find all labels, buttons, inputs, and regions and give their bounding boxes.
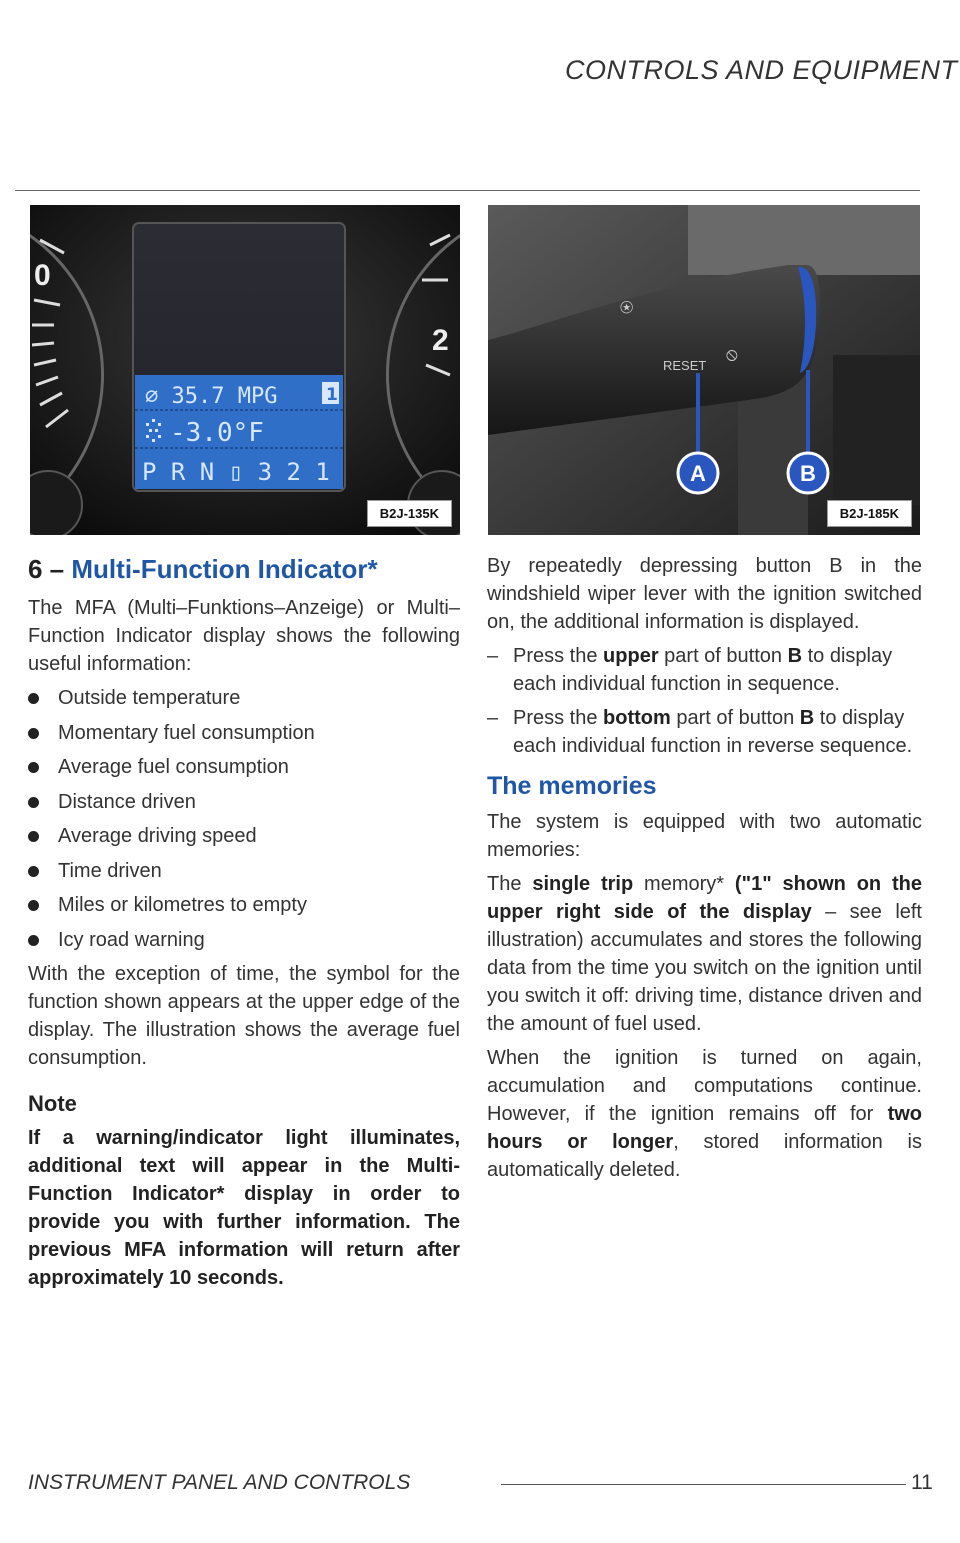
instrument-cluster-illustration: [30, 205, 460, 535]
memories-title: The memories: [487, 772, 657, 800]
note-heading: Note: [28, 1091, 77, 1116]
list-item: Average driving speed: [28, 822, 460, 850]
info-list: [28, 684, 460, 954]
ignition-paragraph: When the ignition is turned on again, accumulation and computations continue. However, if the ignition remains off for two hours or longer, stored information is automatically deleted.: [487, 1047, 922, 1181]
display-memory-badge: 1: [326, 385, 338, 405]
list-item: Outside temperature: [28, 684, 460, 712]
wiper-lever-illustration: [488, 205, 920, 535]
callout-b: B: [800, 461, 816, 486]
footer-title: INSTRUMENT PANEL AND CONTROLS: [28, 1471, 411, 1494]
figure-code: B2J-135K: [367, 500, 452, 527]
display-temperature-line: -3.0°F: [170, 418, 264, 448]
exception-paragraph: With the exception of time, the symbol for the function shown appears at the upper edge of the display. The illustration shows the average fuel consumption.: [28, 963, 460, 1069]
footer-rule: [501, 1484, 906, 1485]
list-item: Distance driven: [28, 788, 460, 816]
list-item: Miles or kilometres to empty: [28, 891, 460, 919]
list-item: Average fuel consumption: [28, 753, 460, 781]
callout-a: A: [690, 461, 706, 486]
intro-paragraph: The MFA (Multi–Funktions–Anzeige) or Multi–Function Indicator display shows the following useful information:: [28, 597, 460, 675]
instruction-bottom: – Press the bottom part of button B to display each individual function in reverse sequence.: [487, 704, 922, 760]
memories-intro: The system is equipped with two automatic memories:: [487, 811, 922, 861]
section-number: 6 –: [28, 554, 65, 584]
section-title: [28, 552, 460, 586]
right-column: [487, 552, 922, 1190]
display-fuel-line: ⌀ 35.7 MPG: [145, 384, 278, 409]
svg-text:⍟: ⍟: [620, 296, 634, 321]
figure-code: B2J-185K: [827, 500, 912, 527]
figure-instrument-cluster: [30, 205, 460, 535]
svg-text:⦸: ⦸: [726, 344, 738, 365]
reset-label: RESET: [663, 358, 707, 373]
header-rule: [15, 190, 920, 191]
left-column: [28, 552, 460, 1292]
button-b-paragraph: By repeatedly depressing button B in the windshield wiper lever with the ignition switched on, the additional information is displayed.: [487, 555, 922, 633]
single-trip-paragraph: The single trip memory* ("1" shown on the upper right side of the display – see left illustration) accumulates and stores the following data from the time you switch on the ignition until you switch it off: driving time, distance driven and the amount of fuel used.: [487, 873, 922, 1035]
gauge-label-0: 0: [34, 259, 51, 292]
page-number: 11: [911, 1471, 933, 1494]
instruction-upper: – Press the upper part of button B to display each individual function in sequence.: [487, 642, 922, 698]
list-item: Icy road warning: [28, 926, 460, 954]
list-item: Momentary fuel consumption: [28, 719, 460, 747]
section-title-text: Multi-Function Indicator*: [71, 554, 378, 584]
display-gear-line: P R N ▯ 3 2 1: [142, 458, 330, 486]
note-body: If a warning/indicator light illuminates, additional text will appear in the Multi-Function Indicator* display in order to provide you with further information. The previous MFA information will return after approximately 10 seconds.: [28, 1127, 460, 1289]
gauge-label-2: 2: [432, 324, 449, 357]
page-header: CONTROLS AND EQUIPMENT: [565, 55, 958, 85]
page-footer: [28, 1471, 933, 1501]
list-item: Time driven: [28, 857, 460, 885]
figure-wiper-lever: [488, 205, 920, 535]
